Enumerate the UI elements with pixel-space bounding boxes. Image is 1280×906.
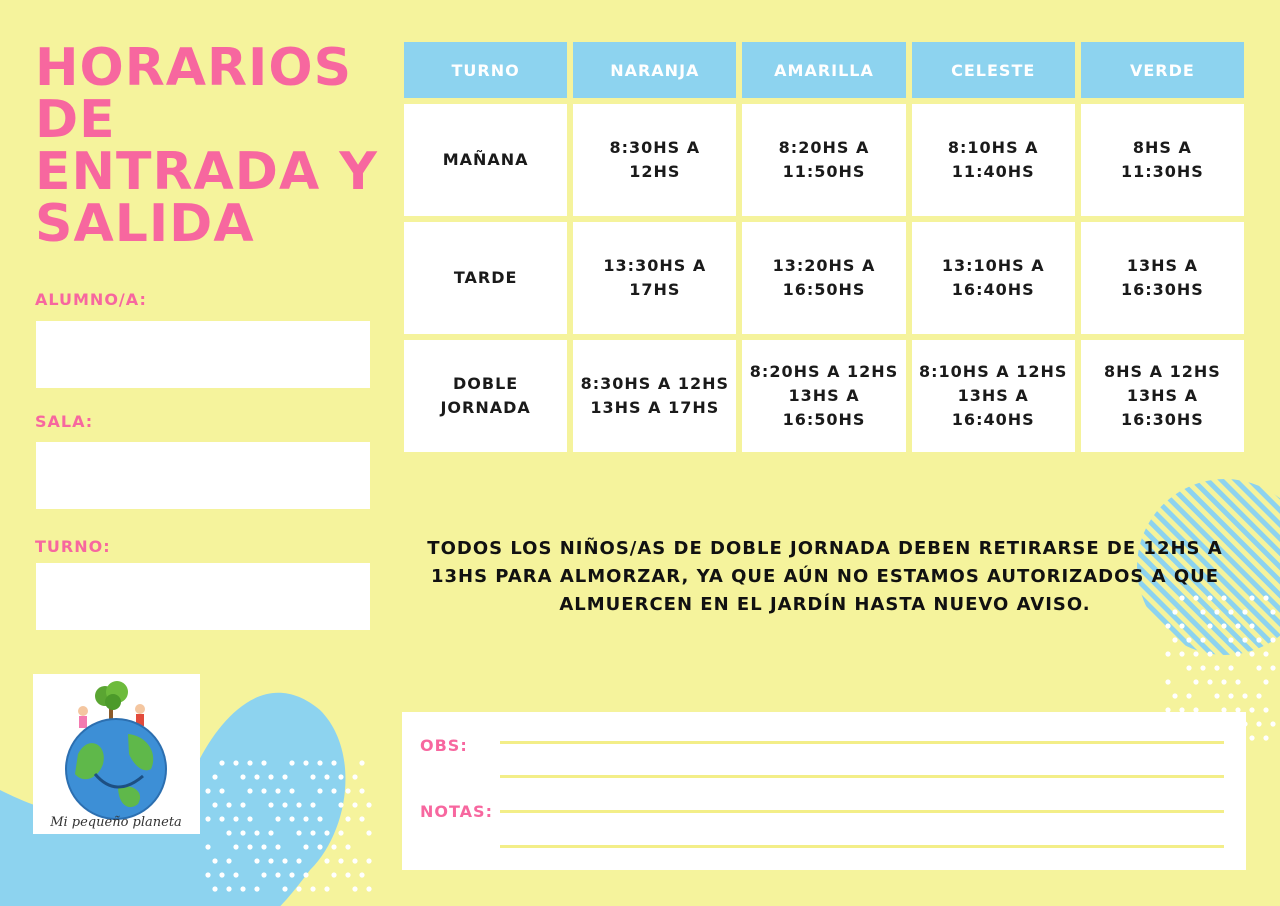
title-line: SALIDA [35, 194, 255, 254]
header-turno: TURNO [404, 42, 567, 98]
notas-label: NOTAS: [420, 802, 493, 821]
obs-label: OBS: [420, 736, 468, 755]
obs-line-2[interactable] [500, 775, 1224, 778]
table-cell: 13:10HS A 16:40HS [912, 222, 1075, 334]
table-cell: 13:30HS A 17HS [573, 222, 736, 334]
header-celeste: CELESTE [912, 42, 1075, 98]
alumno-label: ALUMNO/A: [35, 290, 147, 309]
header-amarilla: AMARILLA [742, 42, 905, 98]
table-cell: 8:30HS A 12HS [573, 104, 736, 216]
table-row [404, 222, 1244, 334]
obs-line-1[interactable] [500, 741, 1224, 744]
title-line: HORARIOS [35, 38, 353, 98]
table-row [404, 340, 1244, 452]
page-title [35, 38, 380, 254]
table-cell: TARDE [404, 222, 567, 334]
table-cell: MAÑANA [404, 104, 567, 216]
table-cell: 13HS A 16:30HS [1081, 222, 1244, 334]
title-line: DE [35, 90, 116, 150]
table-cell: 8:10HS A 12HS 13HS A 16:40HS [912, 340, 1075, 452]
notas-line-1[interactable] [500, 810, 1224, 813]
notas-line-2[interactable] [500, 845, 1224, 848]
title-line: ENTRADA Y [35, 142, 378, 202]
logo-text: Mi pequeño planeta [50, 815, 182, 830]
logo [33, 674, 200, 834]
turno-field[interactable] [36, 563, 370, 630]
notice-text: TODOS LOS NIÑOS/AS DE DOBLE JORNADA DEBEN RETIRARSE DE 12HS A 13HS PARA ALMORZAR, YA QUE AÚN NO ESTAMOS AUTORIZADOS A QUE ALMUERCEN EN EL JARDÍN HASTA NUEVO AVISO. [427, 538, 1223, 615]
table-cell: DOBLE JORNADA [404, 340, 567, 452]
schedule-table [398, 36, 1250, 458]
table-header-row [404, 42, 1244, 98]
dots-decoration-left [200, 755, 380, 905]
table-row [404, 104, 1244, 216]
sala-field[interactable] [36, 442, 370, 509]
turno-label: TURNO: [35, 537, 111, 556]
globe-with-kids-logo-icon [33, 674, 200, 834]
table-cell: 8HS A 11:30HS [1081, 104, 1244, 216]
table-cell: 13:20HS A 16:50HS [742, 222, 905, 334]
table-cell: 8:20HS A 11:50HS [742, 104, 905, 216]
sala-label: SALA: [35, 412, 94, 431]
table-cell: 8:10HS A 11:40HS [912, 104, 1075, 216]
table-cell: 8:20HS A 12HS 13HS A 16:50HS [742, 340, 905, 452]
header-naranja: NARANJA [573, 42, 736, 98]
table-cell: 8HS A 12HS 13HS A 16:30HS [1081, 340, 1244, 452]
alumno-field[interactable] [36, 321, 370, 388]
header-verde: VERDE [1081, 42, 1244, 98]
table-cell: 8:30HS A 12HS 13HS A 17HS [573, 340, 736, 452]
observations-panel [402, 712, 1246, 870]
